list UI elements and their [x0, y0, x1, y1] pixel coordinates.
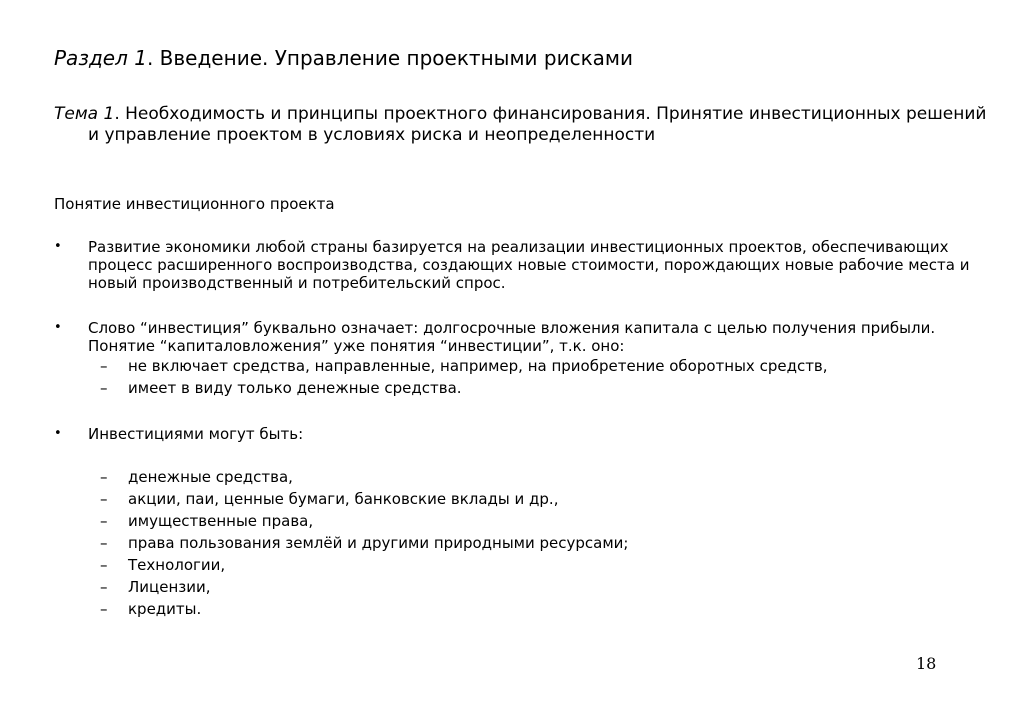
- dash-item-text: кредиты.: [128, 600, 202, 618]
- dash-list-item: [100, 598, 960, 620]
- dash-marker: –: [100, 512, 108, 530]
- bullet-marker: •: [54, 239, 62, 254]
- dash-list-item: [100, 532, 960, 554]
- dash-marker: –: [100, 468, 108, 486]
- dash-item-text: акции, паи, ценные бумаги, банковские вклады и др.,: [128, 490, 559, 508]
- dash-list: [100, 355, 960, 399]
- dash-list-item: [100, 466, 960, 488]
- bullet-item: [54, 319, 974, 355]
- dash-marker: –: [100, 578, 108, 596]
- dash-item-text: имеет в виду только денежные средства.: [128, 379, 462, 397]
- subheading: Понятие инвестиционного проекта: [54, 195, 335, 213]
- dash-marker: –: [100, 600, 108, 618]
- bullet-marker: •: [54, 426, 62, 441]
- dash-item-text: Лицензии,: [128, 578, 211, 596]
- dash-list-item: [100, 576, 960, 598]
- topic-heading-text: . Необходимость и принципы проектного финансирования. Принятие инвестиционных решений и управление проектом в условиях риска и неопределенности: [88, 104, 987, 145]
- dash-list-item: [100, 554, 960, 576]
- dash-list: [100, 466, 960, 620]
- bullet-text: Инвестициями могут быть:: [88, 425, 304, 443]
- dash-item-text: не включает средства, направленные, например, на приобретение оборотных средств,: [128, 357, 828, 375]
- dash-list-item: [100, 510, 960, 532]
- dash-item-text: права пользования землёй и другими природными ресурсами;: [128, 534, 629, 552]
- dash-marker: –: [100, 556, 108, 574]
- dash-marker: –: [100, 357, 108, 375]
- dash-marker: –: [100, 379, 108, 397]
- topic-title: [54, 104, 988, 146]
- topic-label: Тема 1: [54, 104, 115, 124]
- dash-list-item: [100, 377, 960, 399]
- dash-list-item: [100, 488, 960, 510]
- bullet-marker: •: [54, 320, 62, 335]
- dash-list-item: [100, 355, 960, 377]
- page-number: 18: [916, 654, 937, 673]
- dash-marker: –: [100, 534, 108, 552]
- section-title: [54, 44, 633, 72]
- bullet-item: [54, 425, 974, 443]
- dash-item-text: имущественные права,: [128, 512, 314, 530]
- dash-item-text: денежные средства,: [128, 468, 293, 486]
- section-heading-text: . Введение. Управление проектными рисками: [146, 46, 633, 70]
- section-label: Раздел 1: [54, 46, 147, 70]
- bullet-text: Слово “инвестиция” буквально означает: долгосрочные вложения капитала с целью получения прибыли. Понятие “капиталовложения” уже понятия “инвестиции”, т.к. оно:: [88, 319, 936, 355]
- dash-marker: –: [100, 490, 108, 508]
- dash-item-text: Технологии,: [128, 556, 226, 574]
- bullet-text: Развитие экономики любой страны базируется на реализации инвестиционных проектов, обеспечивающих процесс расширенного воспроизводства, создающих новые стоимости, порождающих новые рабочие места и новый производственный и потребительский спрос.: [88, 238, 970, 292]
- bullet-item: [54, 238, 974, 292]
